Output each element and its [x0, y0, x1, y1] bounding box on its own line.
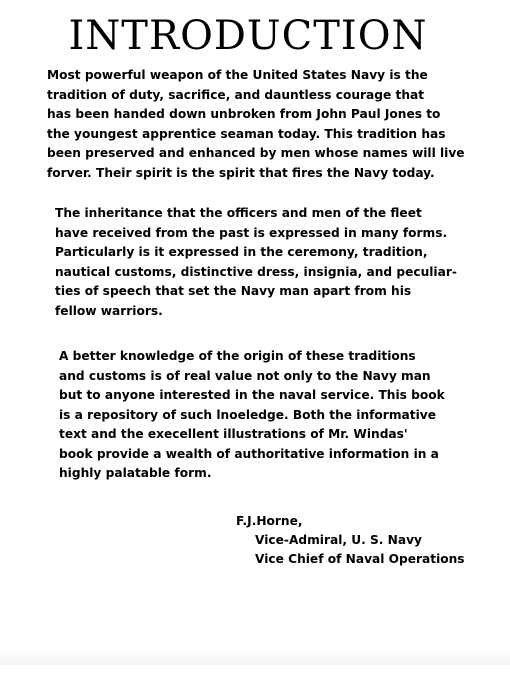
text-line: book provide a wealth of authoritative information in a [59, 446, 439, 461]
text-line: ties of speech that set the Navy man apart from his [55, 284, 412, 298]
text-line: nautical customs, distinctive dress, insignia, and peculiar- [55, 264, 457, 279]
text-line: is a repository of such lnoeledge. Both the informative [59, 407, 436, 422]
paragraph-1 [47, 66, 465, 183]
text-line: Particularly is it expressed in the ceremony, tradition, [55, 245, 428, 259]
text-line: fellow warriors. [55, 303, 163, 318]
page-edge-shadow [0, 655, 510, 665]
text-line: text and the execellent illustrations of Mr. Windas' [59, 427, 408, 441]
text-line: A better knowledge of the origin of these traditions [59, 349, 416, 363]
text-line: forver. Their spirit is the spirit that fires the Navy today. [47, 165, 435, 180]
text-line: have received from the past is expressed in many forms. [55, 225, 448, 240]
text-line: The inheritance that the officers and men of the fleet [55, 206, 422, 220]
paragraph-2 [55, 204, 457, 321]
text-line: the youngest apprentice seaman today. This tradition has [47, 126, 446, 141]
text-line: Most powerful weapon of the United States Navy is the [47, 68, 428, 82]
text-line: and customs is of real value not only to the Navy man [59, 368, 431, 383]
text-line: been preserved and enhanced by men whose names will live [47, 146, 465, 160]
paragraph-3 [59, 347, 445, 484]
text-line: tradition of duty, sacrifice, and dauntless courage that [47, 87, 425, 102]
signature-office: Vice Chief of Naval Operations [255, 552, 465, 566]
page-title: INTRODUCTION [68, 13, 428, 59]
text-line: highly palatable form. [59, 466, 212, 480]
text-line: but to anyone interested in the naval service. This book [59, 388, 445, 402]
signature-name: F.J.Horne, [236, 514, 303, 528]
text-line: has been handed down unbroken from John Paul Jones to [47, 107, 441, 121]
signature-rank: Vice-Admiral, U. S. Navy [255, 533, 422, 547]
